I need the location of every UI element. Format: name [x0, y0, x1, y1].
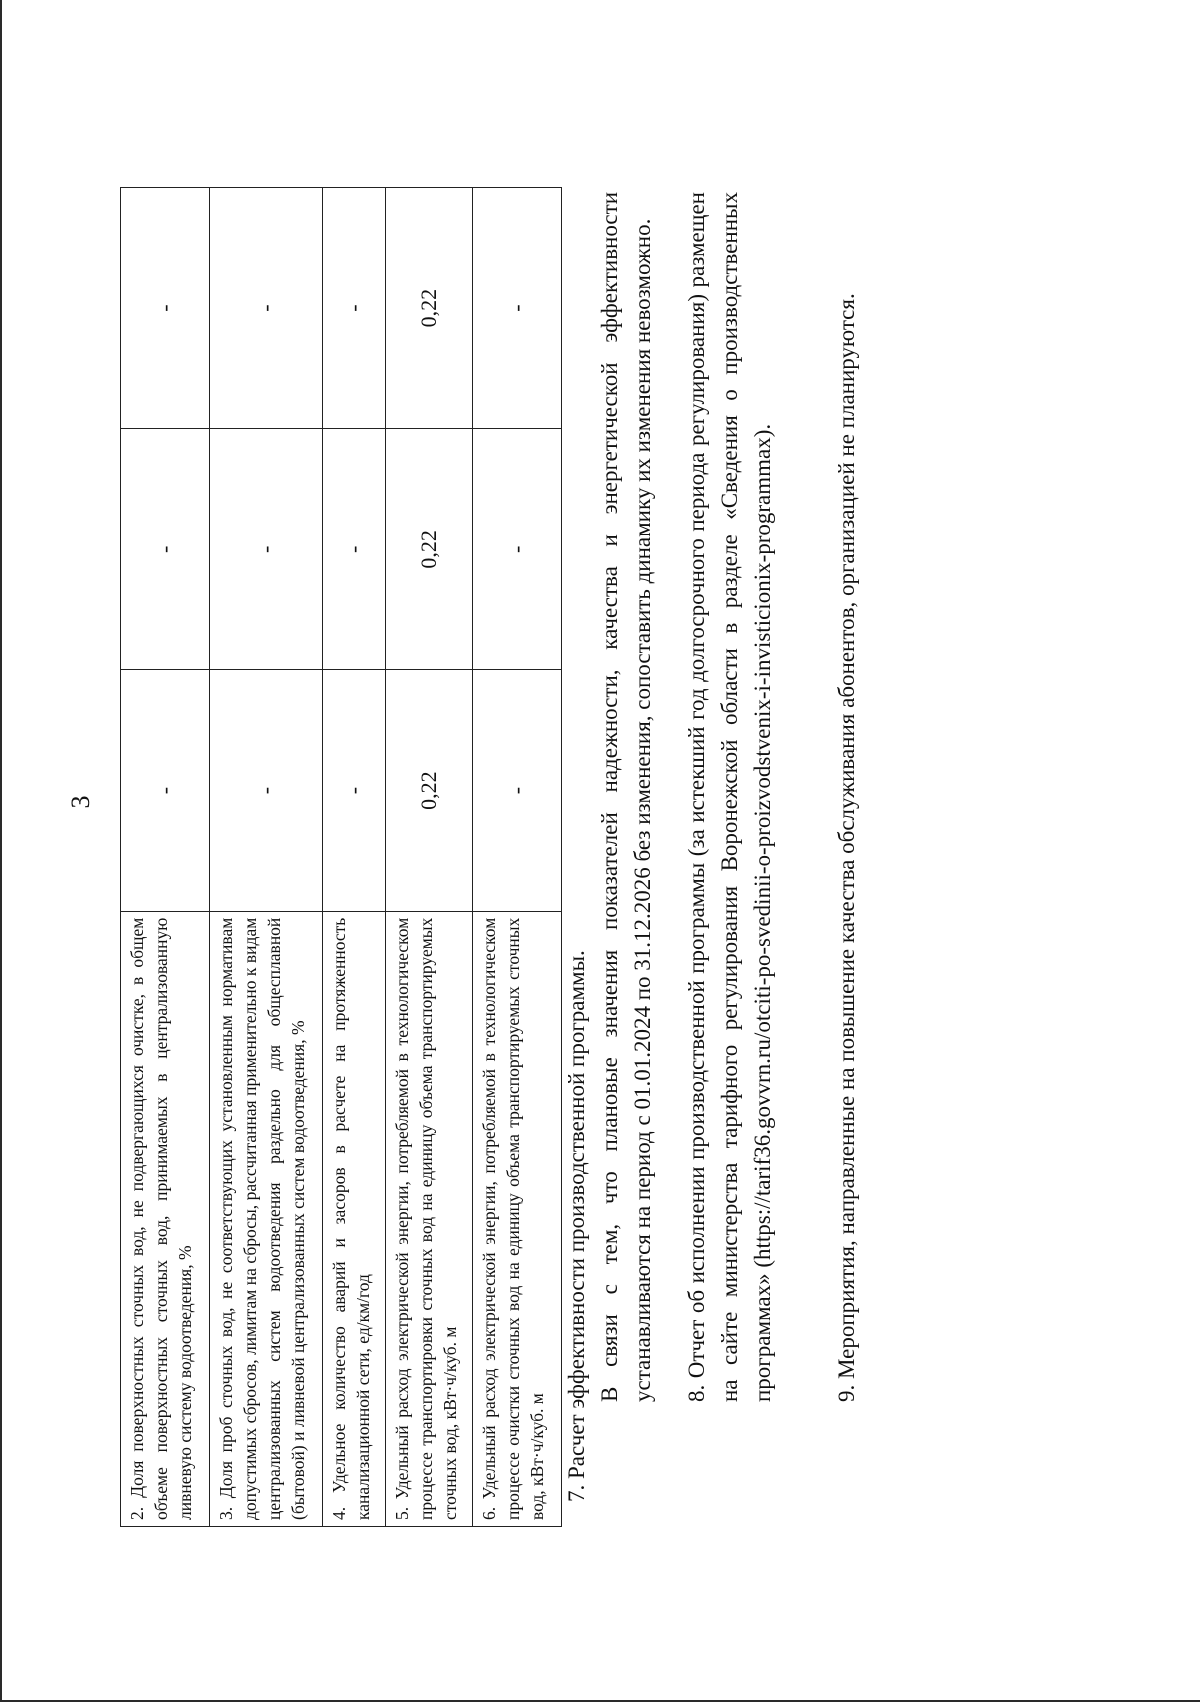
row-value: 0,22: [386, 429, 473, 670]
section-8-text: 8. Отчет об исполнении производственной программы (за истекший год долгосрочного периода регулирования) размещен на сайте министерства тарифного регулирования Воронежской области в разделе «Сведения о производственных программах» (https://tarif36.govvrn.ru/otciti-po-svedinii-o-proizvodstvenix-i-invisticionix-programmax).: [684, 192, 775, 1402]
row-value: -: [473, 429, 562, 670]
row-value: -: [121, 429, 210, 670]
row-label: 2. Доля поверхностных сточных вод, не подвергающихся очистке, в общем объеме поверхностных сточных вод, принимаемых в централизованную ливневую систему водоотведения, %: [121, 911, 210, 1526]
row-value: -: [323, 670, 386, 911]
page-number: 3: [66, 795, 95, 809]
row-label: 3. Доля проб сточных вод, не соответствующих установленным нормативам допустимых сбросов, лимитам на сбросы, рассчитанная применительно к видам централизованных систем водоотведения раздельно для общесплавной (бытовой) и ливневой централизованных систем водоотведения, %: [210, 911, 323, 1526]
row-value: -: [210, 670, 323, 911]
row-value: 0,22: [386, 670, 473, 911]
row-value: -: [121, 188, 210, 429]
row-value: -: [323, 429, 386, 670]
rotated-page: [0, 122, 1140, 1702]
row-label: 6. Удельный расход электрической энергии, потребляемой в технологическом процессе очистки сточных вод на единицу объема транспортируемых сточных вод, кВт·ч/куб. м: [473, 911, 562, 1526]
row-value: -: [210, 429, 323, 670]
section-7-text: В связи с тем, что плановые значения показателей надежности, качества и энергетической эффективности устанавливаются на период с 01.01.2024 по 31.12.2026 без изменения, сопоставить динамику их изменения невозможно.: [597, 192, 655, 1402]
row-value: -: [473, 188, 562, 429]
section-8: [680, 192, 779, 1502]
row-label: 5. Удельный расход электрической энергии, потребляемой в технологическом процессе транспортировки сточных вод на единицу объема транспортируемых сточных вод, кВт·ч/куб. м: [386, 911, 473, 1526]
section-9-text: 9. Мероприятия, направленные на повышение качества обслуживания абонентов, организацией не планируются.: [834, 293, 859, 1402]
table-row: [323, 188, 386, 1527]
row-value: -: [121, 670, 210, 911]
section-9: [830, 192, 863, 1502]
table-row: [121, 188, 210, 1527]
row-value: -: [473, 670, 562, 911]
indicators-table: [120, 187, 562, 1527]
table-row: [386, 188, 473, 1527]
row-label: 4. Удельное количество аварий и засоров в расчете на протяженность канализационной сети, ед/км/год: [323, 911, 386, 1526]
row-value: -: [210, 188, 323, 429]
section-7: [560, 192, 659, 1502]
row-value: -: [323, 188, 386, 429]
row-value: 0,22: [386, 188, 473, 429]
table-row: [210, 188, 323, 1527]
table-row: [473, 188, 562, 1527]
section-7-heading: 7. Расчет эффективности производственной программы.: [564, 950, 589, 1502]
